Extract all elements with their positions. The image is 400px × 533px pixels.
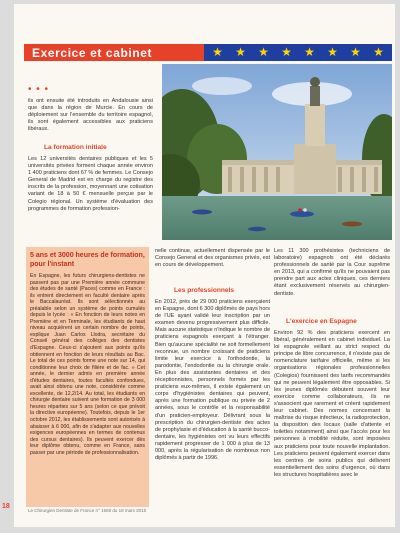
heading-exercice-espagne: L'exercice en Espagne <box>286 318 357 325</box>
star-icon: ★ <box>235 45 246 59</box>
box-body: En Espagne, les futurs chirurgiens-dentistes ne passent pas par une Première année commune des études de santé (Paces) comme en France : ils entrent directement en faculté dentaire après le Baccalauréat. Ils sont sélectionnés au préalable selon un système de points cumulés depuis le lycée : « En fonction de leurs notes en Première et en Terminale, les étudiants de haut niveau acquièrent un certain nombre de points, explique Juan Carlos Llodra, secrétaire du Conseil général des collèges des dentistes d'Espagne. Ceux-ci s'ajoutent aux points qu'ils obtiennent en fonction de leurs résultats au Bac. Le total de ces points forme une note sur 14, qui conditionne leur choix de filière et de fac. » Cet année, le dernier admis en première année d'études dentaires, toutes facultés confondues, avait ainsi obtenu une note, considérée comme excellente, de 12,2/14. Au total, les étudiants en chirurgie dentaire suivent une formation de 3 000 heures réparties sur 5 ans (selon ce que prévoit la directive européenne). Toutefois, depuis le 1er octobre 2012, les établissements sont autorisés à abaisser à 6 000, afin de s'adapter aux nouvelles exigences européennes en termes de contenus des cursus dentaires). Ils peuvent exercer dès leur diplôme obtenu, comme en France, sans passer par une période de professionnalisation. <box>30 273 145 456</box>
star-icon: ★ <box>327 45 338 59</box>
star-icon: ★ <box>373 45 384 59</box>
star-icon: ★ <box>281 45 292 59</box>
page-footer-credit: Le Chirurgien Dentiste de France n° 1659 du 19 mars 2015 <box>28 508 147 513</box>
page-number: 18 <box>2 503 10 510</box>
formation-initiale-paragraph: Les 12 universités dentaires publiques et les 5 universités privées forment chaque année environ 1 400 praticiens dont 67 % de femmes. Le Consejo General de Madrid est en charge du registre des inscrits de la profession, moyennant une cotisation variant de 18 à 50 € mensuelle perçue par le Colegio régional. Un système d'évaluation des programmes de formation profession- <box>28 156 153 212</box>
heading-les-professionnels: Les professionnels <box>174 287 235 294</box>
star-icon: ★ <box>212 45 223 59</box>
heading-formation-initiale: La formation initiale <box>44 144 107 151</box>
intro-paragraph: ils ont ensuite été introduits en Andalousie ainsi que dans la région de Murcie. En cours de déploiement sur l'ensemble du territoire espagnol, ils sont également accessibles aux praticiens libéraux. <box>28 98 153 133</box>
decorative-dots: • • • <box>28 84 50 95</box>
sidebar-box <box>26 247 149 507</box>
retiro-park-photo <box>162 64 392 240</box>
col3-paragraph-1: Les 11 300 prothésistes (techniciens de laboratoire) espagnols ont été déclarés professionnels de santé par la Cour suprême en 2013, qui a confirmé qu'ils ne pouvaient pas prendre part aux actes cliniques, ces derniers étant exclusivement réservés au chirurgien-dentiste. <box>274 248 390 297</box>
star-icon: ★ <box>258 45 269 59</box>
eu-flag <box>204 44 392 61</box>
section-banner <box>24 44 392 61</box>
star-icon: ★ <box>304 45 315 59</box>
box-title: 5 ans et 3000 heures de formation, pour l'instant <box>30 252 145 268</box>
col2-paragraph-2: En 2012, près de 29 000 praticiens exerçaient en Espagne, dont 6 300 diplômés de pays hors de l'UE ayant validé leur inscription par un examen devenu progressivement plus difficile. Mais aucune statistique n'indique le nombre de praticiens espagnols exerçant à l'étranger. Bien qu'aucune spécialité ne soit formellement reconnue, un nombre croissant de praticiens limite leur exercice à l'orthodontie, la parodontie, l'endodontie ou la chirurgie orale. En plus des assistantes dentaires et des réceptionnistes, personnels formés par les praticiens eux-mêmes, il existe également un corps d'hygiénistes dentaires qui peuvent, après une formation publique ou privée de 2 années, sous le contrôle et la responsabilité d'un praticien-employeur. Délivrant sous la prescription du chirurgien-dentiste des actes de prophylaxie et d'éducation à la santé bucco-dentaire, les hygiénistes ont vu leurs effectifs rapidement progresser de 1 000 à plus de 13 000, après la régularisation de nombreux non diplômés à partir de 1996. <box>155 299 270 462</box>
col2-paragraph-1: nelle continue, actuellement dispensée par le Consejo General et des organismes privés, est en cours de développement. <box>155 248 270 269</box>
col3-paragraph-2: Environ 92 % des praticiens exercent en libéral, généralement en cabinet individuel. La loi espagnole veillant au strict respect du principe de libre concurrence, il n'existe pas de nomenclature tarifaire officielle, même si les organisations régionales professionnelles (Colegios) fournissent des tarifs recommandés qui ne peuvent légalement être opposables. Si les jeunes diplômés débutent souvent leur exercice comme collaborateurs, ils ne s'associent que rarement et créent rapidement leur cabinet. Des normes concernant la maîtrise du risque infectieux, la radioprotection, la disposition des locaux (salle d'attente et toilettes notamment) ainsi que l'accès pour les personnes à mobilité réduite, sont imposées aux praticiens pour toute nouvelle implantation. Les praticiens peuvent également exercer dans les centres de soins publics qui délivrent essentiellement des soins d'urgence, où dans les structures hospitalières avec le <box>274 330 390 478</box>
section-title: Exercice et cabinet <box>32 45 153 60</box>
star-icon: ★ <box>350 45 361 59</box>
magazine-page <box>14 4 395 527</box>
